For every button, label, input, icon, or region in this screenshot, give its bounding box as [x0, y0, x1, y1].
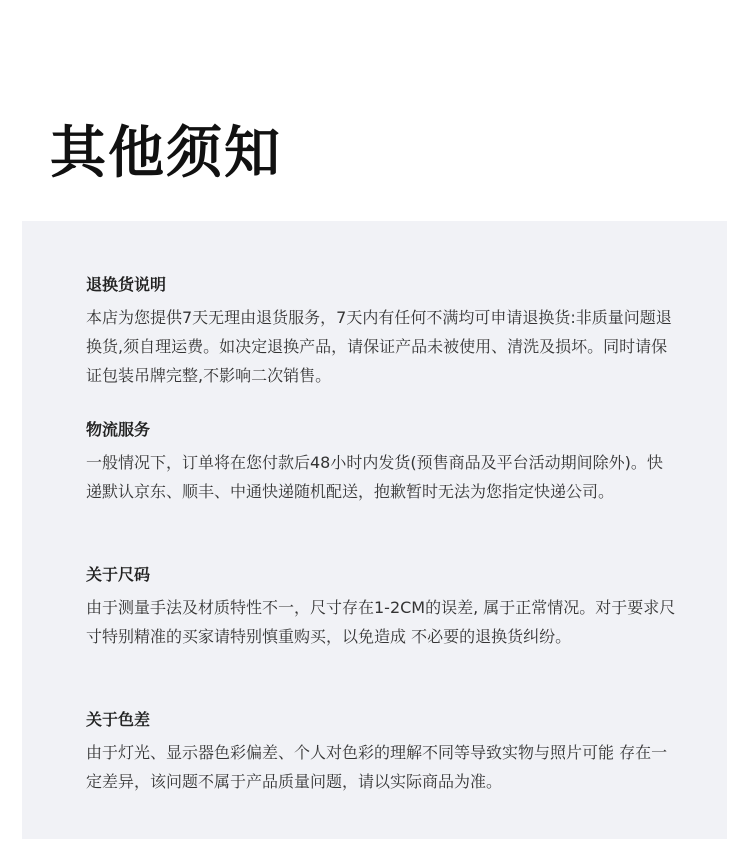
section-body: 由于测量手法及材质特性不一，尺寸存在1-2CM的误差, 属于正常情况。对于要求尺寸特别精准的买家请特别慎重购买，以免造成 不必要的退换货纠纷。 — [86, 598, 676, 646]
notice-panel — [22, 221, 727, 839]
page-title: 其他须知 — [50, 121, 282, 186]
section-heading: 退换货说明 — [86, 275, 167, 294]
section-heading: 物流服务 — [86, 420, 151, 439]
section-body: 本店为您提供7天无理由退货服务，7天内有任何不满均可申请退换货:非质量问题退换货,须自理运费。如决定退换产品，请保证产品未被使用、清洗及损坏。同时请保证包装吊牌完整,不影响二次销售。 — [86, 308, 672, 385]
shipping-section — [86, 419, 676, 506]
section-heading: 关于色差 — [86, 710, 151, 729]
section-heading: 关于尺码 — [86, 565, 151, 584]
color-difference-section — [86, 709, 676, 796]
return-policy-section — [86, 274, 676, 390]
section-body: 由于灯光、显示器色彩偏差、个人对色彩的理解不同等导致实物与照片可能 存在一定差异，该问题不属于产品质量问题，请以实际商品为准。 — [86, 743, 668, 791]
section-body: 一般情况下，订单将在您付款后48小时内发货(预售商品及平台活动期间除外)。快递默认京东、顺丰、中通快递随机配送，抱歉暂时无法为您指定快递公司。 — [86, 453, 663, 501]
sizing-section — [86, 564, 676, 651]
